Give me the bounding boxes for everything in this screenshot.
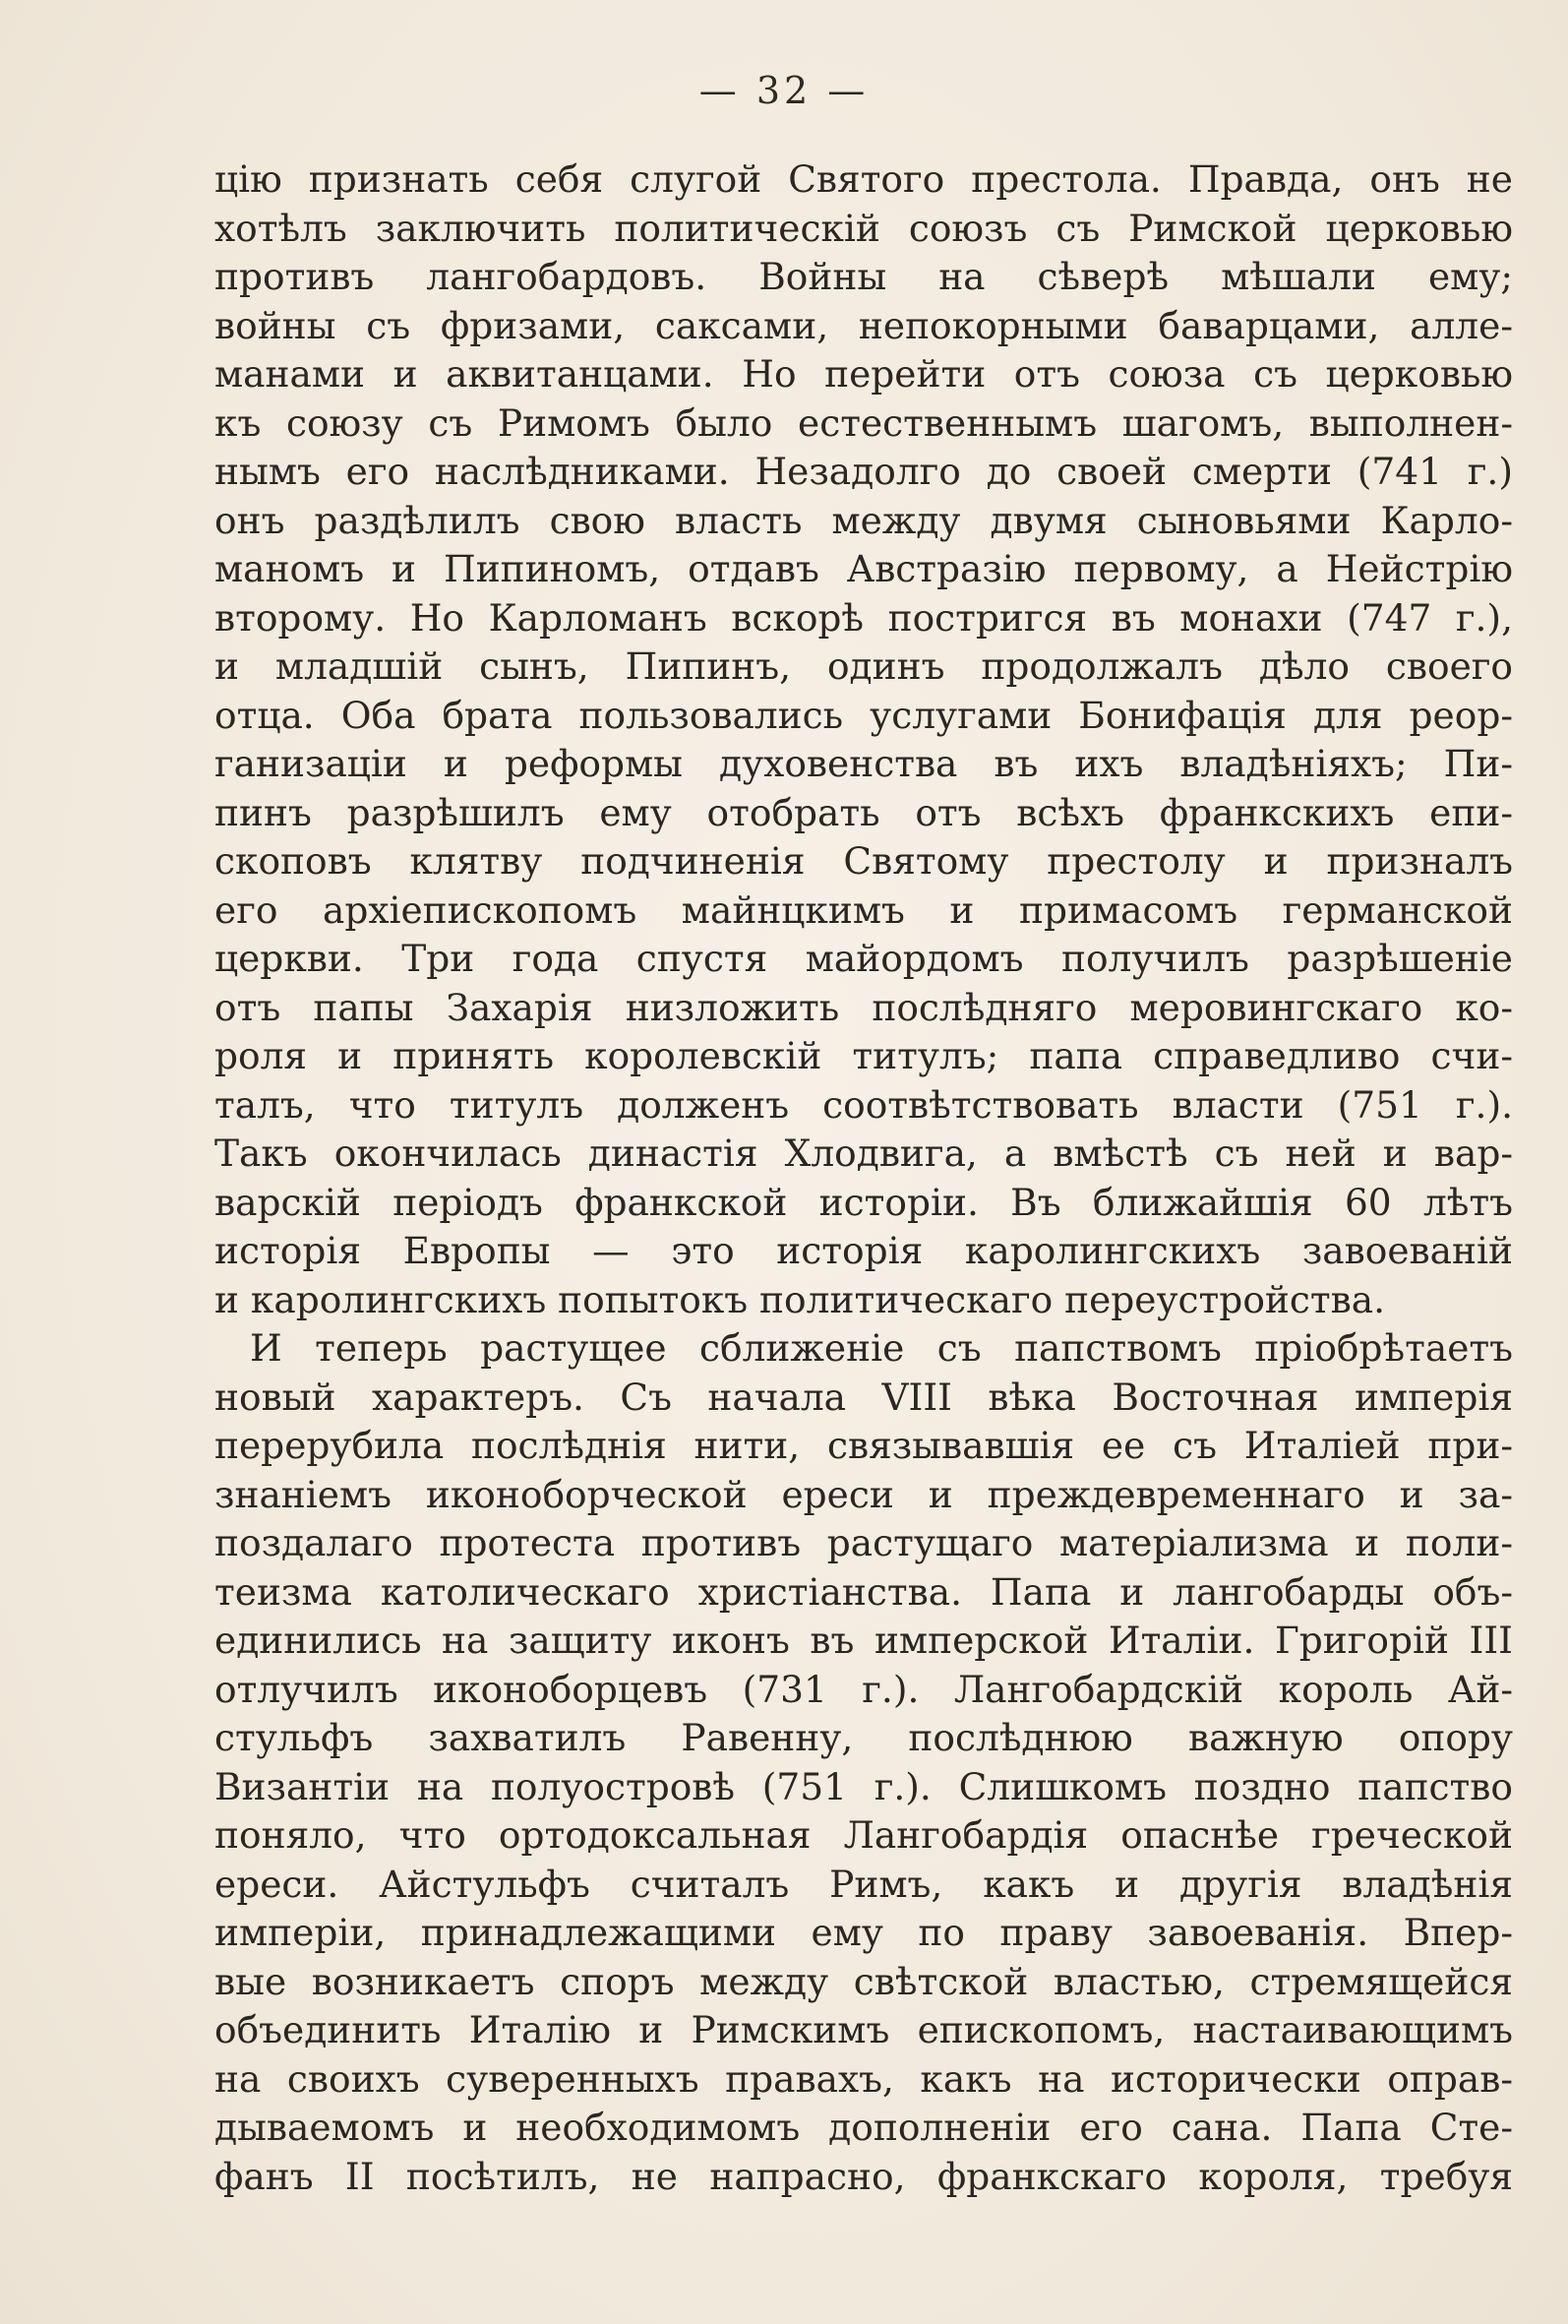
text-line: ереси. Айстульфъ считалъ Римъ, какъ и другія владѣнія (214, 1862, 1513, 1906)
text-line: перерубила послѣднія нити, связывавшія ее съ Италіей при- (214, 1424, 1513, 1467)
text-line: нымъ его наслѣдниками. Незадолго до своей смерти (741 г.) (214, 450, 1513, 493)
text-line: манами и аквитанцами. Но перейти отъ союза съ церковью (214, 352, 1513, 396)
text-line: дываемомъ и необходимомъ дополненіи его сана. Папа Сте- (214, 2106, 1513, 2149)
text-line: на своихъ суверенныхъ правахъ, какъ на исторически оправ- (214, 2056, 1513, 2101)
text-line: къ союзу съ Римомъ было естественнымъ шагомъ, выполнен- (214, 400, 1513, 445)
text-line: И теперь растущее сближеніе съ папствомъ пріобрѣтаетъ (250, 1326, 1513, 1370)
text-line: объединить Италію и Римскимъ епископомъ, настаивающимъ (214, 2008, 1513, 2051)
text-line: отъ папы Захарія низложить послѣдняго меровингскаго ко- (214, 985, 1513, 1029)
text-line: скоповъ клятву подчиненія Святому престолу и призналъ (214, 839, 1513, 883)
text-line: теизма католическаго христіанства. Папа и лангобарды объ- (214, 1569, 1513, 1614)
text-line: имперіи, принадлежащими ему по праву завоеванія. Впер- (214, 1911, 1513, 1954)
text-line: онъ раздѣлилъ свою власть между двумя сыновьями Карло- (214, 498, 1513, 542)
text-line: маномъ и Пипиномъ, отдавъ Австразію первому, а Нейстрію (214, 547, 1513, 590)
text-line: единились на защиту иконъ въ имперской Италіи. Григорій III (214, 1619, 1513, 1662)
text-line: Византіи на полуостровѣ (751 г.). Слишкомъ поздно папство (214, 1764, 1513, 1808)
text-line: отца. Оба брата пользовались услугами Бонифація для реор- (214, 693, 1513, 737)
text-line: второму. Но Карломанъ вскорѣ постригся въ монахи (747 г.), (214, 595, 1513, 640)
page-number: — 32 — (698, 69, 870, 112)
text-line: поздалаго протеста противъ растущаго матеріализма и поли- (214, 1521, 1513, 1564)
text-line: исторія Европы — это исторія каролингскихъ завоеваній (214, 1229, 1513, 1272)
text-line: роля и принять королевскій титулъ; папа справедливо счи- (214, 1034, 1513, 1077)
text-line: варскій періодъ франкской исторіи. Въ ближайшія 60 лѣтъ (214, 1180, 1513, 1224)
text-line: талъ, что титулъ долженъ соотвѣтствовать власти (751 г.). (214, 1082, 1513, 1127)
text-line: противъ лангобардовъ. Войны на сѣверѣ мѣшали ему; (214, 255, 1513, 298)
text-line: хотѣлъ заключить политическій союзъ съ Римской церковью (214, 206, 1513, 250)
text-line: его архіепископомъ майнцкимъ и примасомъ германской (214, 887, 1513, 932)
text-line: фанъ II посѣтилъ, не напрасно, франкскаго короля, требуя (214, 2154, 1513, 2198)
text-line: отлучилъ иконоборцевъ (731 г.). Лангобардскій король Ай- (214, 1667, 1513, 1711)
text-line: пинъ разрѣшилъ ему отобрать отъ всѣхъ франкскихъ епи- (214, 790, 1513, 834)
text-line: знаніемъ иконоборческой ереси и преждевременнаго и за- (214, 1472, 1513, 1516)
text-line: Такъ окончилась династія Хлодвига, а вмѣстѣ съ ней и вар- (214, 1131, 1513, 1175)
text-line: вые возникаетъ споръ между свѣтской властью, стремящейся (214, 1959, 1513, 2003)
text-line: поняло, что ортодоксальная Лангобардія опаснѣе греческой (214, 1813, 1513, 1857)
text-line: новый характеръ. Съ начала VIII вѣка Восточная имперія (214, 1375, 1513, 1419)
text-line: и каролингскихъ попытокъ политическаго переустройства. (214, 1277, 1386, 1321)
text-line: и младшій сынъ, Пипинъ, одинъ продолжалъ дѣло своего (214, 644, 1513, 688)
text-line: ганизаціи и реформы духовенства въ ихъ владѣніяхъ; Пи- (214, 742, 1513, 785)
text-line: церкви. Три года спустя майордомъ получилъ разрѣшеніе (214, 937, 1513, 980)
text-line: войны съ фризами, саксами, непокорными баварцами, алле- (214, 303, 1513, 347)
text-line: цію признать себя слугой Святого престола. Правда, онъ не (214, 157, 1513, 201)
text-line: стульфъ захватилъ Равенну, послѣднюю важную опору (214, 1716, 1513, 1759)
body-text (214, 155, 1513, 2201)
